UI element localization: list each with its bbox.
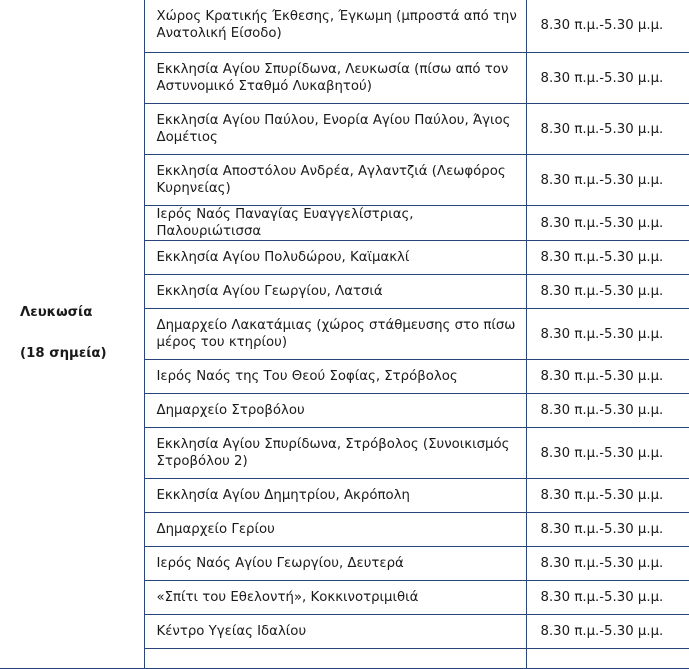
region-cell (0, 0, 144, 669)
location-name: Ιερός Ναός Αγίου Γεωργίου, Δευτερά (144, 547, 526, 581)
opening-hours: 8.30 π.μ.-5.30 μ.μ. (526, 615, 689, 649)
location-name: Δημαρχείο Στροβόλου (144, 394, 526, 428)
region-count: (18 σημεία) (20, 346, 107, 361)
location-name: Εκκλησία Αποστόλου Ανδρέα, Αγλαντζιά (Λεωφόρος Κυρηνείας) (144, 155, 526, 206)
opening-hours: 8.30 π.μ.-5.30 μ.μ. (526, 275, 689, 309)
location-name: «Σπίτι του Εθελοντή», Κοκκινοτριμιθιά (144, 581, 526, 615)
opening-hours: 8.30 π.μ.-5.30 μ.μ. (526, 394, 689, 428)
region-name: Λευκωσία (20, 305, 93, 320)
location-name: Εκκλησία Αγίου Γεωργίου, Λατσιά (144, 275, 526, 309)
opening-hours: 8.30 π.μ.-5.30 μ.μ. (526, 513, 689, 547)
location-name: Δημαρχείο Γερίου (144, 513, 526, 547)
location-name: Κέντρο Υγείας Ιδαλίου (144, 615, 526, 649)
table-row (0, 0, 689, 53)
opening-hours: 8.30 π.μ.-5.30 μ.μ. (526, 104, 689, 155)
location-name: Χώρος Κρατικής Έκθεσης, Έγκωμη (μπροστά από την Ανατολική Είσοδο) (144, 0, 526, 53)
empty-cell (144, 649, 526, 669)
opening-hours: 8.30 π.μ.-5.30 μ.μ. (526, 309, 689, 360)
location-name: Εκκλησία Αγίου Παύλου, Ενορία Αγίου Παύλου, Άγιος Δομέτιος (144, 104, 526, 155)
location-name: Εκκλησία Αγίου Πολυδώρου, Καϊμακλί (144, 241, 526, 275)
empty-cell (526, 649, 689, 669)
opening-hours: 8.30 π.μ.-5.30 μ.μ. (526, 479, 689, 513)
location-name: Δημαρχείο Λακατάμιας (χώρος στάθμευσης στο πίσω μέρος του κτηρίου) (144, 309, 526, 360)
opening-hours: 8.30 π.μ.-5.30 μ.μ. (526, 155, 689, 206)
opening-hours: 8.30 π.μ.-5.30 μ.μ. (526, 428, 689, 479)
location-name: Εκκλησία Αγίου Δημητρίου, Ακρόπολη (144, 479, 526, 513)
opening-hours: 8.30 π.μ.-5.30 μ.μ. (526, 360, 689, 394)
location-name: Εκκλησία Αγίου Σπυρίδωνα, Λευκωσία (πίσω από τον Αστυνομικό Σταθμό Λυκαβητού) (144, 53, 526, 104)
opening-hours: 8.30 π.μ.-5.30 μ.μ. (526, 53, 689, 104)
location-name: Ιερός Ναός Παναγίας Ευαγγελίστριας, Παλουριώτισσα (144, 206, 526, 241)
opening-hours: 8.30 π.μ.-5.30 μ.μ. (526, 241, 689, 275)
opening-hours: 8.30 π.μ.-5.30 μ.μ. (526, 547, 689, 581)
opening-hours: 8.30 π.μ.-5.30 μ.μ. (526, 206, 689, 241)
location-name: Ιερός Ναός της Του Θεού Σοφίας, Στρόβολος (144, 360, 526, 394)
location-name: Εκκλησία Αγίου Σπυρίδωνα, Στρόβολος (Συνοικισμός Στροβόλου 2) (144, 428, 526, 479)
opening-hours: 8.30 π.μ.-5.30 μ.μ. (526, 0, 689, 53)
opening-hours: 8.30 π.μ.-5.30 μ.μ. (526, 581, 689, 615)
